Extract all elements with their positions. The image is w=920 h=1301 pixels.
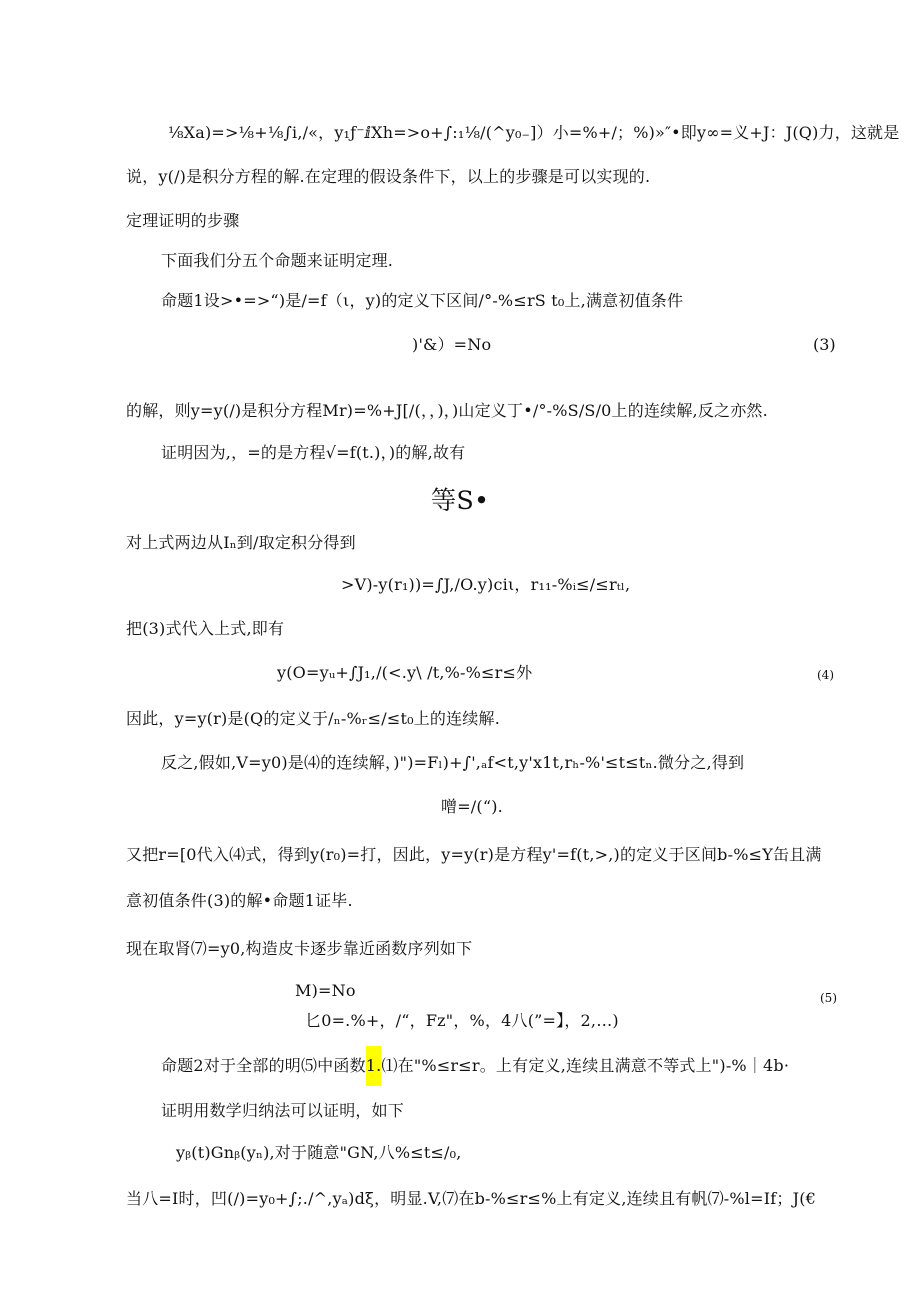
text-line-1: ⅛Xa)=>⅛+⅛∫i,/«，y₁ƒ⁻ⅈXh=>o+∫:₁⅛/(^y₀₋]）小=%+/；%)»″•即y∞=义+J：J(Q)力，这就是 (168, 123, 900, 142)
equation-5-line-2: 匕0=.%+，/“，Fz"，%，4八(”=】，2,…) (305, 1011, 619, 1030)
equation-3: )'&）=No (412, 335, 492, 354)
proposition-2-text-a: 命题2对于全部的明⑸中函数 (161, 1056, 366, 1075)
display-formula-3: 噌=/(“). (441, 797, 503, 816)
proposition-1-statement: 命题1设>•=>“)是/=f（ι，y)的定义下区间/°-%≤rS t₀上,满意初值条件 (161, 291, 684, 310)
text-line-2: 说，y(/)是积分方程的解.在定理的假设条件下，以上的步骤是可以实现的. (126, 167, 651, 186)
equation-5-line-1: M)=No (295, 981, 356, 1000)
proposition-2-statement (161, 1055, 789, 1086)
proposition-2-text-b: ⑴在"%≤r≤r。上有定义,连续且满意不等式上")-%｜4b· (381, 1056, 790, 1075)
text-line-4: 下面我们分五个命题来证明定理. (161, 251, 394, 270)
equation-number-3: (3) (813, 335, 836, 354)
display-formula-1: 等S• (430, 485, 490, 515)
text-line-17: 又把r=[0代入⑷式，得到y(r₀)=打，因此，y=y(r)是方程y'=f(t,>,)的定义于区间b-%≤Y缶且满 (126, 845, 822, 864)
proof-line-1: 证明因为,，=的是方程√=f(t.)，)的解,故有 (161, 443, 466, 462)
text-line-10: 对上式两边从Iₙ到/取定积分得到 (126, 533, 356, 552)
text-line-19: 现在取肾⑺=y0,构造皮卡逐步靠近函数序列如下 (126, 939, 473, 958)
equation-number-5: (5) (820, 991, 837, 1005)
text-line-23: 证明用数学归纳法可以证明，如下 (161, 1101, 405, 1120)
section-heading: 定理证明的步骤 (126, 211, 240, 230)
text-line-15: 反之,假如,V=y0)是⑷的连续解，)")=Fₗ)+∫',ₐf<t,y'x1t,rₕ-%'≤t≤tₙ.微分之,得到 (161, 753, 745, 772)
text-line-7: 的解，则y=y(/)是积分方程Mr)=%+J[/(，，)，)山定义丁•/°-%S/S/0上的连续解,反之亦然. (126, 401, 768, 420)
text-line-12: 把(3)式代入上式,即有 (126, 619, 285, 638)
highlighted-text: 1. (366, 1046, 382, 1086)
equation-4: y(O=yᵤ+∫J₁,/(<.y\ /t,%-%≤r≤外 (277, 663, 533, 682)
display-formula-4: yᵦ(t)Gnᵦ(yₙ),对于随意"GN,八%≤t≤/₀, (176, 1143, 462, 1162)
text-line-18: 意初值条件(3)的解•命题1证毕. (126, 891, 353, 910)
text-line-14: 因此，y=y(r)是(Q的定义于/ₙ-%ᵣ≤/≤t₀上的连续解. (126, 709, 500, 728)
equation-number-4: (4) (817, 668, 834, 682)
text-line-25: 当八=I时，凹(/)=y₀+∫;./^,yₐ)dξ，明显.V,⑺在b-%≤r≤%上有定义,连续且有帆⑺-%l=If；J(€ (126, 1189, 817, 1208)
display-formula-2: >V)-y(r₁))=∫J,/O.y)ciι，r₁₁-%ᵢ≤/≤rₜₗ, (341, 575, 631, 594)
